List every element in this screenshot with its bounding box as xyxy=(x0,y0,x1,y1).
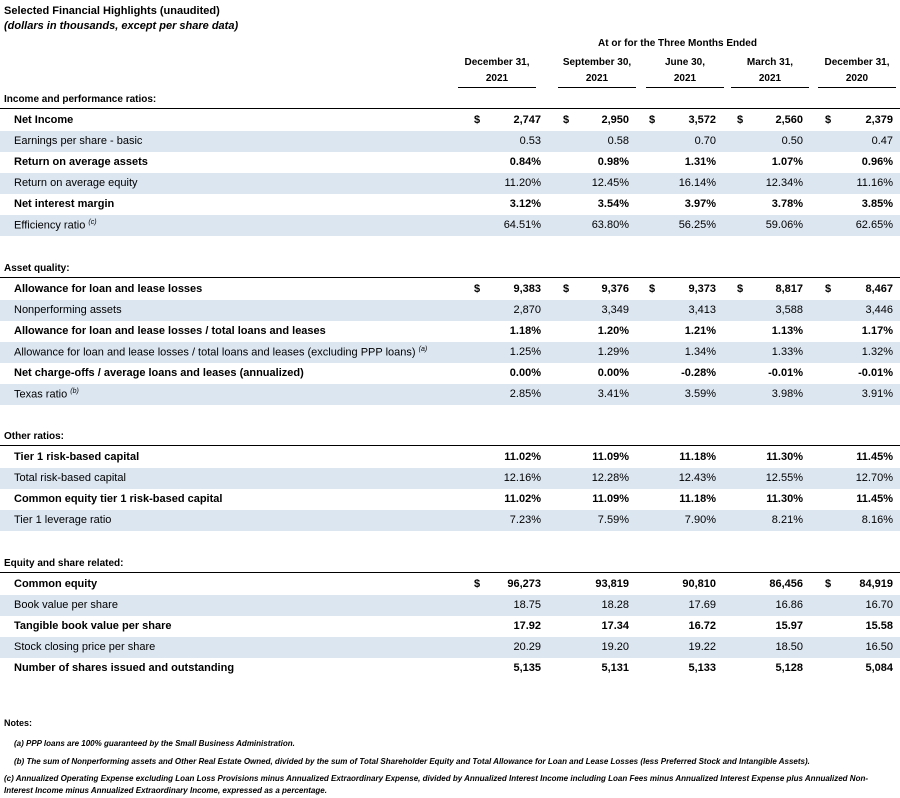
row-label-text: Texas ratio xyxy=(14,388,68,401)
cell-value: 3,572 xyxy=(688,114,716,126)
row-label-text: Earnings per share - basic xyxy=(14,135,143,147)
row-label-text: Number of shares issued and outstanding xyxy=(14,662,235,674)
cell-value: 86,456 xyxy=(769,578,803,590)
section-title: Other ratios: xyxy=(4,431,65,442)
cell-value: 1.25% xyxy=(509,346,541,358)
section-divider xyxy=(0,108,900,109)
cell-value: -0.28% xyxy=(681,367,716,379)
row-label xyxy=(14,156,148,168)
table-row xyxy=(0,173,900,194)
row-label-text: Allowance for loan and lease losses / total loans and leases xyxy=(14,325,326,337)
row-label-text: Tier 1 leverage ratio xyxy=(14,514,112,526)
cell-value: 1.20% xyxy=(597,325,629,337)
currency-symbol: $ xyxy=(649,283,656,295)
row-label-text: Net charge-offs / average loans and leases (annualized) xyxy=(14,367,304,379)
table-row xyxy=(0,637,900,658)
row-label xyxy=(14,388,79,401)
row-label-text: Net Income xyxy=(14,114,74,126)
row-label-text: Tier 1 risk-based capital xyxy=(14,451,140,463)
cell-value: 16.72 xyxy=(688,620,716,632)
cell-value: 1.07% xyxy=(771,156,803,168)
cell-value: 1.18% xyxy=(509,325,541,337)
cell-value: 7.90% xyxy=(684,514,716,526)
cell-value: 8.21% xyxy=(771,514,803,526)
cell-value: 3,446 xyxy=(865,304,893,316)
column-header-year: 2021 xyxy=(646,71,724,88)
row-label xyxy=(14,493,222,505)
row-label xyxy=(14,325,326,337)
cell-value: 0.47 xyxy=(871,135,893,147)
table-row xyxy=(0,658,900,679)
cell-value: 9,376 xyxy=(601,283,629,295)
cell-value: 17.34 xyxy=(601,620,629,632)
table-row xyxy=(0,447,900,468)
cell-value: 84,919 xyxy=(859,578,893,590)
cell-value: 64.51% xyxy=(503,219,541,231)
row-label xyxy=(14,304,122,316)
row-label-text: Return on average assets xyxy=(14,156,148,168)
table-row xyxy=(0,342,900,363)
cell-value: 11.20% xyxy=(504,177,541,189)
cell-value: 56.25% xyxy=(678,219,716,231)
row-label xyxy=(14,177,138,189)
cell-value: -0.01% xyxy=(858,367,893,379)
cell-value: 12.45% xyxy=(591,177,629,189)
column-header xyxy=(554,55,640,88)
cell-value: 2,870 xyxy=(513,304,541,316)
column-header-period: June 30, xyxy=(664,57,706,68)
currency-symbol: $ xyxy=(825,578,832,590)
table-row xyxy=(0,595,900,616)
cell-value: 16.70 xyxy=(865,599,893,611)
cell-value: 1.17% xyxy=(861,325,893,337)
row-label-text: Return on average equity xyxy=(14,177,138,189)
column-header xyxy=(727,55,813,88)
cell-value: 1.32% xyxy=(861,346,893,358)
table-row xyxy=(0,110,900,131)
cell-value: 19.22 xyxy=(688,641,716,653)
row-label xyxy=(14,367,304,379)
cell-value: 3,413 xyxy=(688,304,716,316)
cell-value: 11.30% xyxy=(766,493,803,505)
footnote-ref: (a) xyxy=(418,346,428,353)
cell-value: 96,273 xyxy=(507,578,541,590)
cell-value: 12.34% xyxy=(765,177,803,189)
cell-value: 15.97 xyxy=(775,620,803,632)
cell-value: 0.58 xyxy=(607,135,629,147)
cell-value: 11.45% xyxy=(856,493,893,505)
cell-value: 11.18% xyxy=(679,451,716,463)
column-header-period: March 31, xyxy=(746,57,794,68)
cell-value: 16.86 xyxy=(775,599,803,611)
cell-value: 12.16% xyxy=(503,472,541,484)
cell-value: 19.20 xyxy=(601,641,629,653)
cell-value: 1.31% xyxy=(684,156,716,168)
cell-value: 2,560 xyxy=(775,114,803,126)
cell-value: 2.85% xyxy=(509,388,541,400)
table-row xyxy=(0,321,900,342)
currency-symbol: $ xyxy=(474,578,481,590)
cell-value: 3,349 xyxy=(601,304,629,316)
footnote-ref: (c) xyxy=(88,219,97,226)
period-group-header: At or for the Three Months Ended xyxy=(598,38,757,49)
row-label xyxy=(14,578,97,590)
row-label xyxy=(14,641,155,653)
cell-value: 3.59% xyxy=(684,388,716,400)
cell-value: 3.54% xyxy=(597,198,629,210)
row-label xyxy=(14,198,114,210)
column-header-year: 2021 xyxy=(558,71,636,88)
cell-value: 5,084 xyxy=(865,662,893,674)
cell-value: 93,819 xyxy=(595,578,629,590)
cell-value: 11.18% xyxy=(679,493,716,505)
cell-value: 9,383 xyxy=(513,283,541,295)
note-item: (b) The sum of Nonperforming assets and Other Real Estate Owned, divided by the sum of Total Shareholder Equity and Total Allowance for Loan and Lease Losses (less Preferred Stock and Intangible Assets). xyxy=(14,757,810,766)
note-item: (a) PPP loans are 100% guaranteed by the Small Business Administration. xyxy=(14,739,295,748)
currency-symbol: $ xyxy=(563,114,570,126)
column-header-year: 2020 xyxy=(818,71,896,88)
cell-value: 3.78% xyxy=(771,198,803,210)
cell-value: 20.29 xyxy=(513,641,541,653)
row-label-text: Total risk-based capital xyxy=(14,472,126,484)
cell-value: 15.58 xyxy=(865,620,893,632)
cell-value: 2,379 xyxy=(865,114,893,126)
cell-value: 11.09% xyxy=(592,493,629,505)
row-label xyxy=(14,114,73,126)
cell-value: 5,131 xyxy=(601,662,629,674)
cell-value: 1.34% xyxy=(684,346,716,358)
currency-symbol: $ xyxy=(563,283,570,295)
table-row xyxy=(0,152,900,173)
cell-value: 1.13% xyxy=(771,325,803,337)
cell-value: 9,373 xyxy=(688,283,716,295)
column-header-period: December 31, xyxy=(824,57,890,68)
table-row xyxy=(0,510,900,531)
table-row xyxy=(0,300,900,321)
cell-value: 11.16% xyxy=(856,177,893,189)
cell-value: 17.92 xyxy=(513,620,541,632)
cell-value: 3.41% xyxy=(597,388,629,400)
cell-value: 0.98% xyxy=(597,156,629,168)
table-row xyxy=(0,131,900,152)
cell-value: 7.23% xyxy=(509,514,541,526)
cell-value: 11.02% xyxy=(504,493,541,505)
table-row xyxy=(0,363,900,384)
row-label xyxy=(14,346,427,359)
cell-value: 8,817 xyxy=(775,283,803,295)
table-row xyxy=(0,468,900,489)
cell-value: 12.55% xyxy=(765,472,803,484)
column-header xyxy=(454,55,540,88)
cell-value: 0.00% xyxy=(509,367,541,379)
column-header-year: 2021 xyxy=(458,71,536,88)
row-label xyxy=(14,620,172,632)
cell-value: 16.14% xyxy=(678,177,716,189)
section-title: Asset quality: xyxy=(4,263,70,274)
report-title: Selected Financial Highlights (unaudited) xyxy=(4,5,220,17)
currency-symbol: $ xyxy=(737,283,744,295)
column-header-period: September 30, xyxy=(562,57,632,68)
row-label-text: Allowance for loan and lease losses / total loans and leases (excluding PPP loans) xyxy=(14,346,416,359)
row-label-text: Efficiency ratio xyxy=(14,219,86,232)
cell-value: 1.29% xyxy=(597,346,629,358)
report-subtitle: (dollars in thousands, except per share data) xyxy=(4,20,239,32)
row-label xyxy=(14,219,97,232)
cell-value: 3.98% xyxy=(771,388,803,400)
row-label xyxy=(14,662,234,674)
cell-value: 18.75 xyxy=(513,599,541,611)
cell-value: 11.02% xyxy=(504,451,541,463)
table-row xyxy=(0,489,900,510)
cell-value: 12.70% xyxy=(855,472,893,484)
table-row xyxy=(0,194,900,215)
row-label xyxy=(14,283,202,295)
table-row xyxy=(0,574,900,595)
cell-value: 18.28 xyxy=(601,599,629,611)
row-label xyxy=(14,599,118,611)
cell-value: 12.43% xyxy=(678,472,716,484)
cell-value: 11.09% xyxy=(592,451,629,463)
row-label xyxy=(14,451,139,463)
cell-value: 0.50 xyxy=(781,135,803,147)
section-divider xyxy=(0,277,900,278)
cell-value: 59.06% xyxy=(765,219,803,231)
row-label xyxy=(14,472,126,484)
table-row xyxy=(0,384,900,405)
column-header-period: December 31, xyxy=(464,57,530,68)
cell-value: 7.59% xyxy=(597,514,629,526)
cell-value: 3,588 xyxy=(775,304,803,316)
footnote-ref: (b) xyxy=(70,388,79,395)
currency-symbol: $ xyxy=(474,283,481,295)
cell-value: 3.97% xyxy=(684,198,716,210)
section-divider xyxy=(0,445,900,446)
cell-value: 90,810 xyxy=(682,578,716,590)
currency-symbol: $ xyxy=(474,114,481,126)
row-label-text: Tangible book value per share xyxy=(14,620,172,632)
cell-value: 0.84% xyxy=(509,156,541,168)
cell-value: 3.85% xyxy=(861,198,893,210)
notes-title: Notes: xyxy=(4,718,33,728)
column-header xyxy=(814,55,900,88)
cell-value: 5,135 xyxy=(513,662,541,674)
column-header xyxy=(642,55,728,88)
cell-value: 0.00% xyxy=(597,367,629,379)
cell-value: 5,133 xyxy=(688,662,716,674)
cell-value: 0.53 xyxy=(519,135,541,147)
cell-value: 0.70 xyxy=(694,135,716,147)
row-label-text: Net interest margin xyxy=(14,198,115,210)
row-label-text: Nonperforming assets xyxy=(14,304,122,316)
column-header-year: 2021 xyxy=(731,71,809,88)
table-row xyxy=(0,616,900,637)
cell-value: 1.33% xyxy=(771,346,803,358)
section-title: Equity and share related: xyxy=(4,558,124,569)
row-label-text: Book value per share xyxy=(14,599,118,611)
currency-symbol: $ xyxy=(825,114,832,126)
table-row xyxy=(0,279,900,300)
cell-value: -0.01% xyxy=(768,367,803,379)
cell-value: 0.96% xyxy=(861,156,893,168)
cell-value: 1.21% xyxy=(684,325,716,337)
cell-value: 62.65% xyxy=(855,219,893,231)
row-label-text: Common equity tier 1 risk-based capital xyxy=(14,493,223,505)
row-label-text: Allowance for loan and lease losses xyxy=(14,283,203,295)
row-label-text: Stock closing price per share xyxy=(14,641,156,653)
table-row xyxy=(0,215,900,236)
cell-value: 3.91% xyxy=(861,388,893,400)
section-title: Income and performance ratios: xyxy=(4,94,157,105)
cell-value: 8,467 xyxy=(865,283,893,295)
cell-value: 18.50 xyxy=(775,641,803,653)
currency-symbol: $ xyxy=(825,283,832,295)
cell-value: 8.16% xyxy=(861,514,893,526)
currency-symbol: $ xyxy=(737,114,744,126)
row-label xyxy=(14,135,142,147)
cell-value: 11.30% xyxy=(766,451,803,463)
cell-value: 11.45% xyxy=(856,451,893,463)
row-label-text: Common equity xyxy=(14,578,98,590)
cell-value: 2,950 xyxy=(601,114,629,126)
cell-value: 3.12% xyxy=(509,198,541,210)
cell-value: 2,747 xyxy=(513,114,541,126)
cell-value: 12.28% xyxy=(591,472,629,484)
row-label xyxy=(14,514,111,526)
cell-value: 5,128 xyxy=(775,662,803,674)
currency-symbol: $ xyxy=(649,114,656,126)
cell-value: 17.69 xyxy=(688,599,716,611)
cell-value: 16.50 xyxy=(865,641,893,653)
note-item: (c) Annualized Operating Expense excluding Loan Loss Provisions minus Annualized Extraordinary Expense, divided by Annualized Interest Income including Loan Fees minus Annualized Interest Expense plus Annualized Non-Interest Income minus Annualized Extraordinary Income, expressed as a percentage. xyxy=(4,774,869,795)
cell-value: 63.80% xyxy=(591,219,629,231)
section-divider xyxy=(0,572,900,573)
